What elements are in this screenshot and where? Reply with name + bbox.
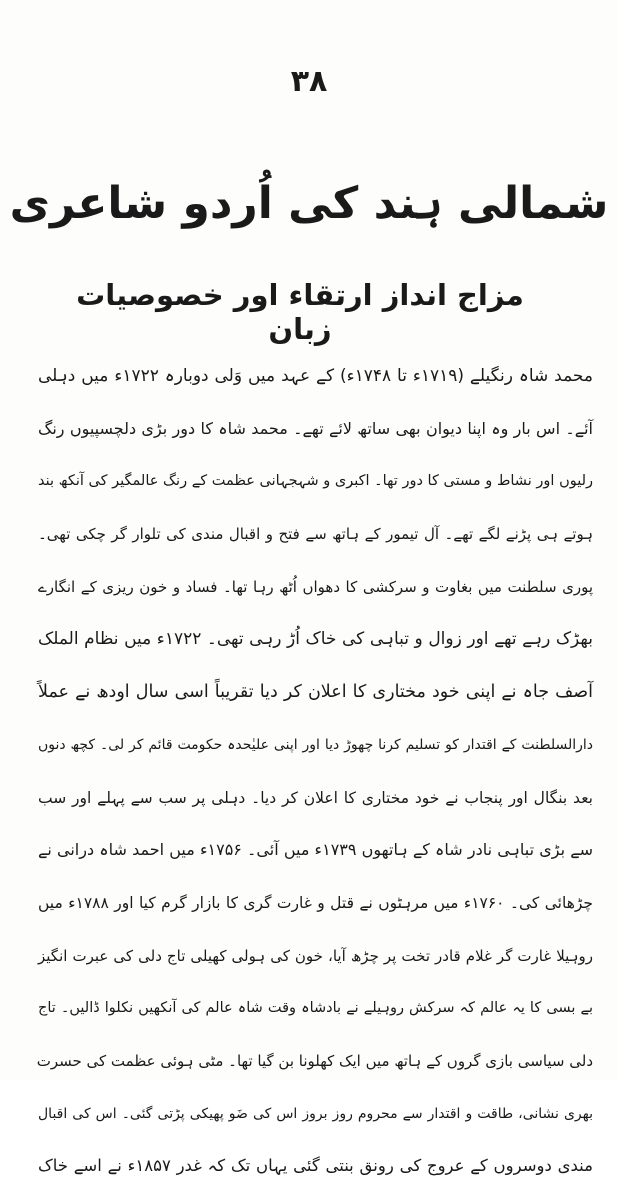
text-line: چڑھائی کی۔ ۱۷۶۰ء میں مرہٹوں نے قتل و غارت گری کا بازار گرم کیا اور ۱۷۸۸ء میں bbox=[38, 893, 594, 912]
text-line: بعد بنگال اور پنجاب نے خود مختاری کا اعلان کر دیا۔ دہلی پر سب سے پہلے اور سب bbox=[38, 788, 593, 807]
text-line: رلیوں اور نشاط و مستی کا دور تھا۔ اکبری و شہجہانی عظمت کے رنگ عالمگیر کی آنکھ بند bbox=[38, 473, 593, 490]
text-line: بے بسی کا یہ عالم کہ سرکش روہیلے نے بادشاہ وقت شاہ عالم کی آنکھیں نکلوا ڈالیں۔ تاج bbox=[38, 1000, 593, 1017]
text-line: بھڑک رہے تھے اور زوال و تباہی کی خاک اُڑ رہی تھی۔ ۱۷۲۲ء میں نظام الملک bbox=[38, 629, 594, 650]
text-line: محمد شاہ رنگیلے (۱۷۱۹ء تا ۱۷۴۸ء) کے عہد میں وَلی دوبارہ ۱۷۲۲ء میں دہلی bbox=[38, 366, 593, 386]
text-line: ہوتے ہی پڑنے لگے تھے۔ آل تیمور کے ہاتھ سے فتح و اقبال مندی کی تلوار گر چکی تھی۔ bbox=[38, 525, 593, 544]
text-line: پوری سلطنت میں بغاوت و سرکشی کا دھواں اُٹھ رہا تھا۔ فساد و خون ریزی کے انگارے bbox=[38, 577, 593, 596]
text-line: روہیلا غارت گر غلام قادر تخت پر چڑھ آیا، خون کی ہولی کھیلی تاج دلی کی عبرت انگیز bbox=[38, 946, 593, 965]
page-number: ۳۸ bbox=[290, 64, 328, 99]
text-line: بھری نشانی، طاقت و اقتدار سے محروم روز بروز اس کی ضَو پھیکی پڑتی گئی۔ اس کی اقبال bbox=[38, 1105, 593, 1122]
chapter-title: شمالی ہند کی اُردو شاعری bbox=[9, 178, 609, 229]
text-line: سے بڑی تباہی نادر شاہ کے ہاتھوں ۱۷۳۹ء میں آئی۔ ۱۷۵۶ء میں احمد شاہ درانی نے bbox=[38, 840, 594, 860]
text-line: آئے۔ اس بار وہ اپنا دیوان بھی ساتھ لائے تھے۔ محمد شاہ کا دور بڑی دلچسپیوں رنگ bbox=[38, 418, 593, 438]
body-paragraph bbox=[38, 350, 593, 1193]
section-subtitle: مزاج انداز ارتقاء اور خصوصیات زبان bbox=[76, 278, 524, 346]
text-line: مندی دوسروں کے عروج کی رونق بنتی گئی یہاں تک کہ غدر ۱۸۵۷ء نے اسے خاک bbox=[38, 1156, 593, 1176]
text-line: دارالسلطنت کے اقتدار کو تسلیم کرنا چھوڑ دیا اور اپنی علیٰحدہ حکومت قائم کر لی۔ کچھ دنوں bbox=[38, 736, 593, 753]
text-line: دلی سیاسی بازی گروں کے ہاتھ میں ایک کھلونا بن گیا تھا۔ مٹی ہوئی عظمت کی حسرت bbox=[36, 1051, 593, 1070]
text-line: آصف جاہ نے اپنی خود مختاری کا اعلان کر دیا تقریباً اسی سال اودھ نے عملاً bbox=[38, 682, 593, 703]
